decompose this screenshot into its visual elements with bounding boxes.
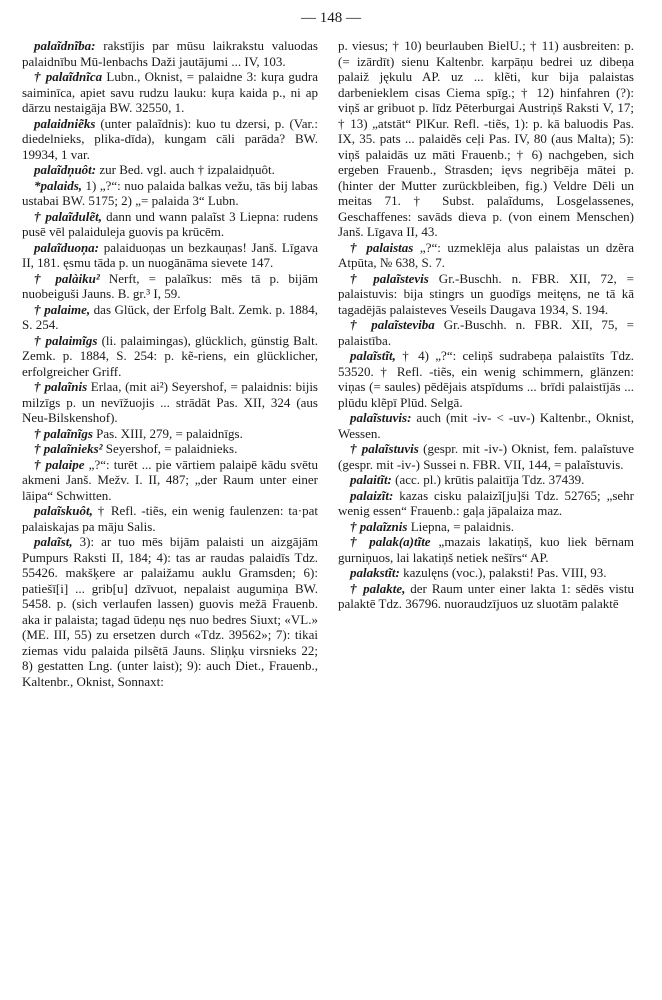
entry-text: 1) „?“: nuo palaida balkas vežu, tās bij labas ustabai BW. 5175; 2) „= palaidа 3“ Lubn. xyxy=(22,177,318,208)
entry-headword: † palaĩnis xyxy=(34,379,88,394)
dictionary-entry xyxy=(22,503,318,534)
dictionary-entry xyxy=(338,317,634,348)
entry-text: Seyershof, = palaidnieks. xyxy=(102,441,238,456)
dictionary-entry xyxy=(22,209,318,240)
entry-headword: palaĩdņuôt: xyxy=(34,162,97,177)
dictionary-entry xyxy=(338,38,634,240)
dictionary-entry xyxy=(22,178,318,209)
entry-text: Nerft, = palaĩkus: mēs tā p. bijām nuobeiguši Jauns. B. gr.³ I, 59. xyxy=(22,270,318,301)
entry-headword: palaĩduoņa: xyxy=(34,239,100,255)
entry-headword: † palaĩnĩgs xyxy=(34,425,93,441)
entry-text: p. viesus; † 10) beurlauben BielU.; † 11) ausbreiten: p. (= izārdīt) sienu Kaltenbr. karpāņu bedrei uz dibeņa palaiž jękulu AP. uz ... klẽti, kur bija palaistas darbenieklem cisas Ciema spīg.; † 12) hinfahren (?): viņš ar gribuot p. līdz Pēterburgai Austriņš Raksti V, 17; † 13) „atstāt“ PlKur. Refl. -tiẽs, 1): p. kā baluodis Pas. IX, 35. pats ... palaidẽs ceļi Pas. IV, 80 (aus Malta); 5): viņš palaidās uz māti Frauenb.; † 6) nachgeben, sich ergeben Frauenb., Strasden; ięvs negribēja mātei p. (hinter der Mutter zurückbleiben, fig.) Veldre Dēli un meitas 71. † Subst. palaĩdums, Losgelassenes, Geschaffenes: savāds dieva p. (von einem Menschen) Janš. Līgava II, 43. xyxy=(338,38,634,239)
entry-text: auch (mit -iv- < -uv-) Kaltenbr., Oknist, Wessen. xyxy=(338,410,634,441)
entry-text: kazulęns (voc.), palaksti! Pas. VIII, 93. xyxy=(399,565,607,580)
entry-headword: palaĩstĩt, xyxy=(350,348,396,363)
entry-text: palaiduoņas un bezkauņas! Janš. Līgava II, 181. ęsmu tāda p. un nuogānāma sievete 147. xyxy=(22,239,318,270)
entry-headword: palaĩstuvis: xyxy=(350,410,412,425)
dictionary-entry xyxy=(22,38,318,69)
dictionary-entry xyxy=(338,348,634,410)
dictionary-entry xyxy=(338,488,634,519)
entry-headword: † palaime, xyxy=(34,301,91,317)
entry-headword: † palaipe xyxy=(34,456,85,472)
entry-text: „mazais lakatiņš, kuo liek bērnam gurniņuos, lai lakatiņš netiek nešīrs“ AP. xyxy=(338,534,634,565)
dictionary-entry xyxy=(22,534,318,689)
entry-text: Liepna, = palaidnis. xyxy=(407,518,515,534)
entry-headword: † palaĩsteviba xyxy=(350,317,435,332)
entry-text: Erlaa, (mit ai²) Seyershof, = palaidnis: bijis milzīgs p. un nevīžuojis ... strādāt Pas. XII, 324 (aus Neu-Bilskenshof). xyxy=(22,379,318,425)
dictionary-entry xyxy=(338,410,634,441)
entry-headword: palaitĩt: xyxy=(350,472,392,487)
entry-text: (li. palaimingas), glücklich, günstig Balt. Zemk. p. 1884, S. 254: p. kẽ-riens, ein glücklicher, erfolgreicher Griff. xyxy=(22,332,318,379)
dictionary-entry xyxy=(22,302,318,333)
dictionary-entry xyxy=(338,565,634,581)
entry-text: zur Bed. vgl. auch † izpalaidņuôt. xyxy=(96,162,275,177)
entry-headword: † palaĩstevis xyxy=(350,270,429,286)
entry-text: Gr.-Buschh. n. FBR. XII, 75, = palaistība. xyxy=(338,317,635,348)
entry-headword: palakstĩt: xyxy=(350,565,400,580)
dictionary-entry xyxy=(22,457,318,504)
dictionary-entry xyxy=(338,581,634,612)
dictionary-entry xyxy=(22,426,318,442)
dictionary-entry xyxy=(22,333,318,380)
entry-headword: † palaĩdnĩca xyxy=(34,69,103,84)
left-column xyxy=(22,38,318,689)
entry-headword: palaidniẽks xyxy=(34,115,96,131)
entry-text: der Raum unter einer lakta 1: sēdēs vistu palaktē Tdz. 36796. nuoraudzījuos uz sluotām palaktē xyxy=(338,580,634,611)
entry-text: das Glück, der Erfolg Balt. Zemk. p. 1884, S. 254. xyxy=(22,301,318,332)
dictionary-entry xyxy=(338,534,634,565)
entry-headword: † palaĩdulẽt, xyxy=(34,208,103,224)
entry-headword: † palaimĩgs xyxy=(34,332,98,348)
entry-text: † 4) „?“: celiņš sudrabeņa palaistīts Tdz. 53520. † Refl. -tiẽs, ein wenig schimmern, glänzen: viņas (= saules) pēdējais atspīdums ... brīdi palaistījās ... plūdu klẽpī Plūd. Selgā. xyxy=(338,348,634,410)
entry-headword: † palaĩnieks² xyxy=(34,441,103,456)
entry-text: „?“: turēt ... pie vārtiem palaipē kādu svētu akmeni Janš. Mežv. I. II, 487; „der Raum unter einer lāipa“ Schwitten. xyxy=(22,456,318,503)
dictionary-entry xyxy=(338,519,634,535)
entry-text: Gr.-Buschh. n. FBR. XII, 72, = palaistuvis: bija stingrs un guodīgs meitęns, ne tā kā tagadējās palaisteves Veseils Daugava 1934, S. 194. xyxy=(338,270,635,317)
entry-text: (unter palaĩdnis): kuo tu dzersi, p. (Var.: diedelnieks, plika-dīda), kungam cāli parāda? BW. 19934, 1 var. xyxy=(22,115,318,162)
entry-headword: palaizĩt: xyxy=(350,487,394,503)
page-number: — 148 — xyxy=(301,10,361,26)
dictionary-entry xyxy=(338,240,634,271)
dictionary-entry xyxy=(22,116,318,163)
entry-text: rakstījis par mūsu laikrakstu valuodas palaidnību Mū-lenbachs Daži jautājumi ... IV, 103. xyxy=(22,38,318,69)
entry-text: Pas. XIII, 279, = palaidnīgs. xyxy=(92,425,243,441)
entry-headword: † palakte, xyxy=(350,580,406,596)
dictionary-entry xyxy=(22,271,318,302)
entry-headword: † palaĩstuvis xyxy=(350,441,419,456)
dictionary-entry xyxy=(338,271,634,318)
entry-headword: † palaistas xyxy=(350,239,414,255)
dictionary-entry xyxy=(22,69,318,116)
entry-headword: palaĩskuôt, xyxy=(34,503,93,518)
entry-text: 3): ar tuo mēs bijām palaisti un aizgājām Pumpurs Raksti II, 184; 4): tas ar raudas palaidīs Tdz. 55426. makšķere ar palaižamu auklu Gramsden; 6): patiešī[i] ... grib[u] dzīvuot, nepalaist augumiņa BW. 5458. p. (sich verlaufen lassen) guovis mežā Frauenb. aka ir palaista; tagad ūdeņu nęs nuo bedres Siuxt; «VL.» (ME. III, 55) zu ersetzen durch «Tdz. 39562»; 7): tikai ziemas vidu palaida pilsẽtā Jauns. Sliņķu virsnieks 22; 8) gestatten Lng. (unter laist); 9): auch Diet., Frauenb., Kaltenbr., Oknist, Sonnaxt: xyxy=(22,534,318,689)
entry-text: dann und wann palaĩst 3 Liepna: rudens pusē vēl palaiduleja guovis pa krūcēm. xyxy=(22,208,318,239)
dictionary-entry xyxy=(22,379,318,426)
dictionary-entry xyxy=(338,472,634,488)
entry-headword: palaĩdnĩba: xyxy=(34,38,96,53)
dictionary-entry xyxy=(338,441,634,472)
entry-text: „?“: uzmeklēja alus palaistas un dzẽra Atpūta, № 638, S. 7. xyxy=(338,239,634,270)
entry-text: † Refl. -tiẽs, ein wenig faulenzen: ta·pat palaiskajas pa māju Salis. xyxy=(22,503,318,534)
entry-text: (acc. pl.) krūtis palaitīja Tdz. 37439. xyxy=(391,472,585,487)
entry-headword: † palàiku² xyxy=(34,270,100,286)
entry-text: (gespr. mit -iv-) Oknist, fem. palaĩstuve (gespr. mit -iv-) Sussei n. FBR. VII, 144, = palaĩstuvis. xyxy=(338,441,634,472)
entry-text: Lubn., Oknist, = palaidne 3: kuŗa gudra saiminīca, apiet savu rudzu lauku: kuŗa kaida p., ni ap dārzu nestaigāja BW. 32550, 1. xyxy=(22,69,318,115)
entry-headword: *palaids, xyxy=(34,177,83,193)
right-column xyxy=(338,38,634,612)
dictionary-entry xyxy=(22,240,318,271)
entry-headword: † palak(a)tĩte xyxy=(350,534,431,549)
dictionary-entry xyxy=(22,162,318,178)
entry-text: kazas cisku palaizĩ[ju]ši Tdz. 52765; „sehr wenig essen“ Frauenb.: gaļa jāpalaiza maz. xyxy=(338,487,634,518)
entry-headword: palaĩst, xyxy=(34,534,73,549)
entry-headword: † palaĩznis xyxy=(350,518,408,534)
dictionary-entry xyxy=(22,441,318,457)
